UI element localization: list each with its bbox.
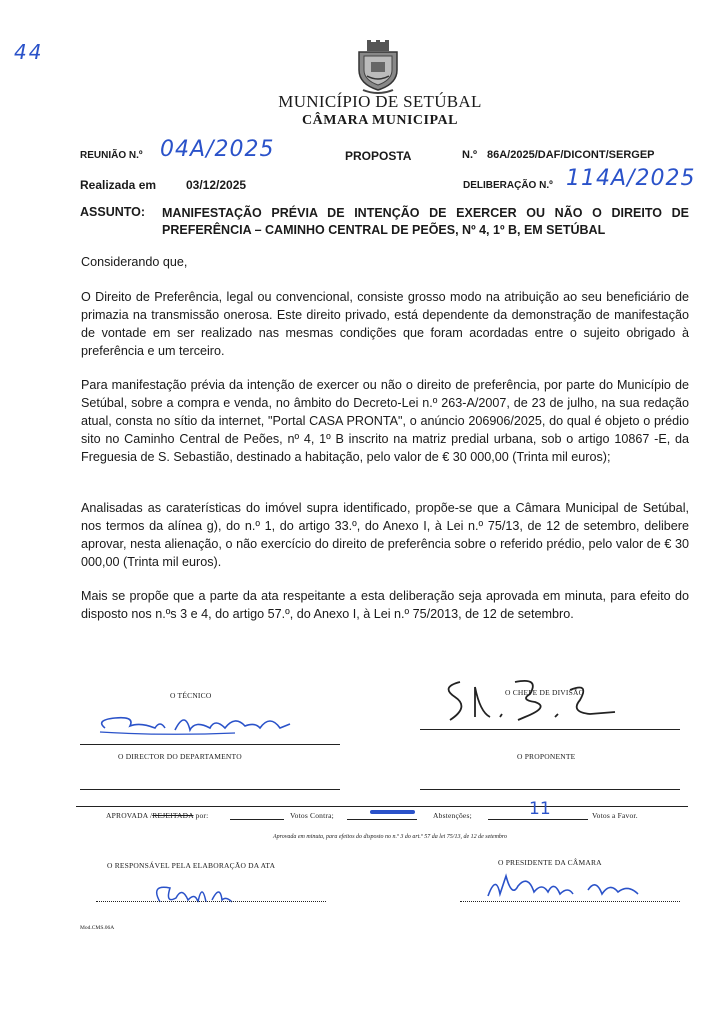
chefe-label: O CHEFE DE DIVISÃO	[505, 688, 585, 697]
aprovada-text: APROVADA /	[106, 811, 153, 820]
votos-favor-count: 11	[529, 799, 551, 819]
reuniao-value: 04A/2025	[160, 137, 275, 162]
votos-favor-label: Votos a Favor.	[592, 811, 638, 820]
tecnico-signature	[85, 700, 325, 740]
paragraph-3: Analisadas as caraterísticas do imóvel supra identificado, propõe-se que a Câmara Municipal de Setúbal, nos termos da alínea g), do n.º 1, do artigo 33.º, do Anexo I, à Lei n.º 75/13, de 12 de setembro, delibere aprovar, nesta alienação, o não exercício do direito de preferência sobre o referido prédio, pelo valor de € 30 000,00 (Trinta mil euros).	[81, 501, 689, 569]
tecnico-label: O TÉCNICO	[170, 691, 212, 700]
page-number: 44	[14, 40, 44, 64]
council-name: CÂMARA MUNICIPAL	[302, 113, 458, 128]
considerando: Considerando que,	[81, 255, 188, 269]
dash-mark	[370, 810, 415, 814]
assunto-text: MANIFESTAÇÃO PRÉVIA DE INTENÇÃO DE EXERCER OU NÃO O DIREITO DE PREFERÊNCIA – CAMINHO CENTRAL DE PEÕES, Nº 4, 1º B, EM SETÚBAL	[162, 206, 689, 237]
deliberacao-label: DELIBERAÇÃO N.º	[463, 180, 553, 191]
paragraph-2: Para manifestação prévia da intenção de exercer ou não o direito de preferência, por parte do Município de Setúbal, sobre a compra e venda, no âmbito do Decreto-Lei n.º 263-A/2007, de 23 de julho, na sua redação atual, consta no sítio da internet, "Portal CASA PRONTA", o anúncio 206906/2025, do qual é objeto o prédio sito no Caminho Central de Peões, nº 4, 1º B inscrito na matriz predial urbana, sob o artigo 10867 -E, da Freguesia de S. Sebastião, destinado a habitação, pelo valor de € 30 000,00 (Trinta mil euros);	[81, 378, 689, 464]
paragraph-4: Mais se propõe que a parte da ata respeitante a esta deliberação seja aprovada em minuta, para efeito do disposto nos n.ºs 3 e 4, do artigo 57.º, do Anexo I, à Lei n.º 75/2013, de 12 de setembro.	[81, 589, 689, 621]
coat-of-arms-logo	[353, 40, 403, 94]
responsavel-signature	[140, 872, 250, 912]
minuta-note: Aprovada em minuta, para efeitos do disposto no n.º 3 do art.º 57 da lei 75/13, de 12 de setembro	[272, 834, 508, 840]
director-label: O DIRECTOR DO DEPARTAMENTO	[118, 752, 242, 761]
proponente-label: O PROPONENTE	[517, 752, 576, 761]
chefe-signature	[430, 672, 630, 727]
reuniao-label: REUNIÃO N.º	[80, 150, 143, 161]
presidente-signature	[478, 864, 658, 904]
numero-value: 86A/2025/DAF/DICONT/SERGEP	[487, 149, 655, 161]
aprovada-label	[106, 811, 208, 820]
realizada-value: 03/12/2025	[186, 178, 247, 192]
numero-label: N.º	[462, 149, 478, 161]
realizada-label: Realizada em	[80, 178, 157, 192]
presidente-label: O PRESIDENTE DA CÂMARA	[498, 858, 602, 867]
assunto-label: ASSUNTO:	[80, 205, 146, 219]
abstencoes-label: Abstenções;	[433, 811, 472, 820]
municipality-name: MUNICÍPIO DE SETÚBAL	[278, 92, 482, 111]
rejeitada-text: REJEITADA	[152, 811, 194, 820]
deliberacao-value: 114A/2025	[566, 166, 696, 191]
por-text: por:	[195, 811, 209, 820]
proposta-label: PROPOSTA	[345, 149, 412, 163]
responsavel-label: O RESPONSÁVEL PELA ELABORAÇÃO DA ATA	[107, 861, 276, 870]
paragraph-1: O Direito de Preferência, legal ou convencional, consiste grosso modo na atribuição ao seu beneficiário de primazia na transmissão onerosa. Este direito privado, está dependente da demonstração de manifestação de vontade em ser realizado nas mesmas condições que foram acordadas entre o sujeito obrigado à preferência e um terceiro.	[81, 290, 689, 358]
votos-contra-label: Votos Contra;	[290, 811, 334, 820]
form-code: Mod.CMS.06A	[80, 925, 115, 931]
